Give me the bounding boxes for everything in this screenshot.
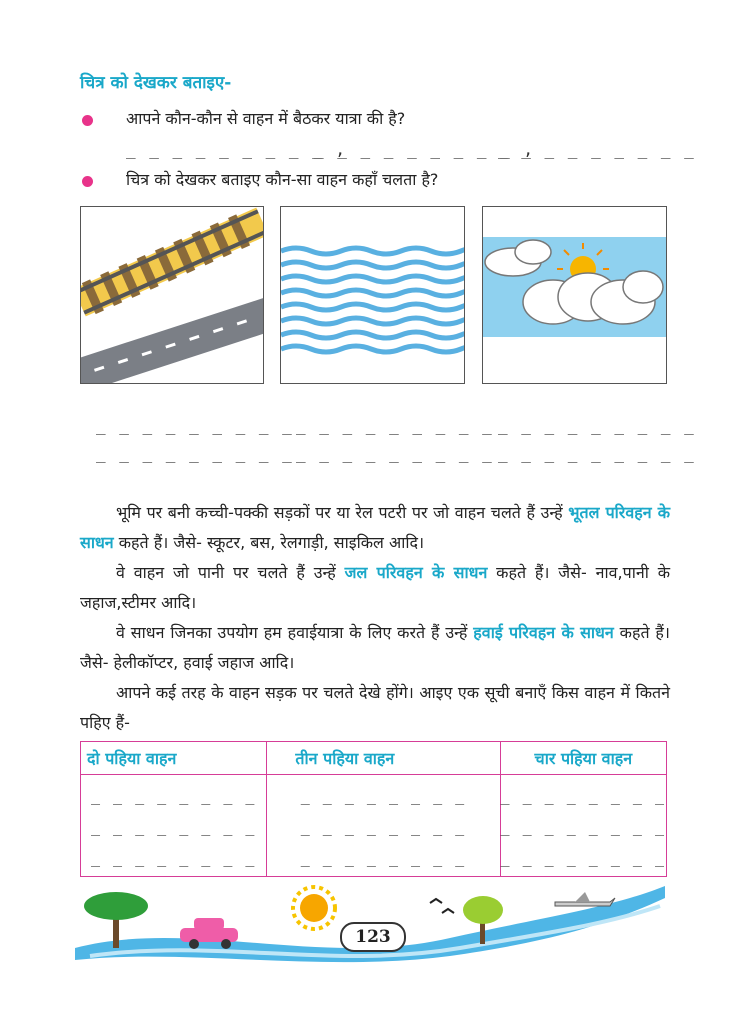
picture-water bbox=[280, 206, 465, 384]
body-text bbox=[80, 498, 670, 738]
question-1: आपने कौन-कौन से वाहन में बैठकर यात्रा की है? bbox=[126, 109, 406, 128]
page-number: 123 bbox=[340, 922, 406, 952]
question-2: चित्र को देखकर बताइए कौन-सा वाहन कहाँ चलता है? bbox=[126, 170, 439, 189]
sun-icon bbox=[293, 887, 335, 929]
header-four-wheeler: चार पहिया वाहन bbox=[500, 742, 666, 775]
picture-3-blank-1[interactable]: _ _ _ _ _ _ _ _ _ bbox=[498, 416, 696, 435]
table-blank[interactable]: _ _ _ _ _ _ _ _ bbox=[500, 818, 666, 836]
wheel-vehicle-table bbox=[80, 741, 667, 877]
table-blank[interactable]: _ _ _ _ _ _ _ _ bbox=[300, 787, 467, 805]
picture-3-blank-2[interactable]: _ _ _ _ _ _ _ _ _ bbox=[498, 444, 696, 463]
paragraph-water-transport: वे वाहन जो पानी पर चलते हैं उन्हें जल परिवहन के साधन कहते हैं। जैसे- नाव,पानी के जहाज,स्टीमर आदि। bbox=[80, 563, 671, 612]
paragraph-air-transport: वे साधन जिनका उपयोग हम हवाईयात्रा के लिए करते हैं उन्हें हवाई परिवहन के साधन कहते हैं। जैसे- हेलीकॉप्टर, हवाई जहाज आदि। bbox=[80, 623, 670, 672]
table-blank[interactable]: _ _ _ _ _ _ _ _ bbox=[300, 818, 467, 836]
table-blank[interactable]: _ _ _ _ _ _ _ _ bbox=[90, 787, 257, 805]
bullet-icon bbox=[82, 115, 93, 126]
bird-icon bbox=[430, 899, 454, 913]
table-blank[interactable]: _ _ _ _ _ _ _ _ bbox=[300, 849, 467, 867]
column-two-wheeler[interactable] bbox=[81, 775, 267, 877]
table-blank[interactable]: _ _ _ _ _ _ _ _ bbox=[500, 787, 666, 805]
header-two-wheeler: दो पहिया वाहन bbox=[81, 742, 267, 775]
bullet-icon bbox=[82, 176, 93, 187]
picture-rail-road bbox=[80, 206, 264, 384]
picture-1-blank-1[interactable]: _ _ _ _ _ _ _ _ _ bbox=[96, 416, 294, 435]
paragraph-wheel-list: आपने कई तरह के वाहन सड़क पर चलते देखे होंगे। आइए एक सूची बनाएँ किस वाहन में कितने पहिए हैं- bbox=[80, 683, 670, 732]
picture-sky bbox=[482, 206, 667, 384]
answer-blank-3[interactable]: _ _ _ _ _ _ _ _ _ bbox=[498, 140, 696, 159]
table-blank[interactable]: _ _ _ _ _ _ _ _ bbox=[500, 849, 666, 867]
table-blank[interactable]: _ _ _ _ _ _ _ _ bbox=[90, 849, 257, 867]
picture-2-blank-2[interactable]: _ _ _ _ _ _ _ _ _ bbox=[296, 444, 494, 463]
section-heading: चित्र को देखकर बताइए- bbox=[80, 73, 232, 93]
table-blank[interactable]: _ _ _ _ _ _ _ _ bbox=[90, 818, 257, 836]
column-three-wheeler[interactable] bbox=[267, 775, 500, 877]
answer-blank-1[interactable]: _ _ _ _ _ _ _ _ _ , bbox=[126, 140, 348, 159]
picture-2-blank-1[interactable]: _ _ _ _ _ _ _ _ _ bbox=[296, 416, 494, 435]
header-three-wheeler: तीन पहिया वाहन bbox=[267, 742, 500, 775]
picture-1-blank-2[interactable]: _ _ _ _ _ _ _ _ _ bbox=[96, 444, 294, 463]
paragraph-land-transport: भूमि पर बनी कच्ची-पक्की सड़कों पर या रेल पटरी पर जो वाहन चलते हैं उन्हें भूतल परिवहन के साधन कहते हैं। जैसे- स्कूटर, बस, रेलगाड़ी, साइकिल आदि। bbox=[80, 503, 670, 552]
column-four-wheeler[interactable] bbox=[500, 775, 666, 877]
airplane-icon bbox=[555, 892, 615, 906]
answer-blank-2[interactable]: _ _ _ _ _ _ _ _ _ , bbox=[314, 140, 536, 159]
